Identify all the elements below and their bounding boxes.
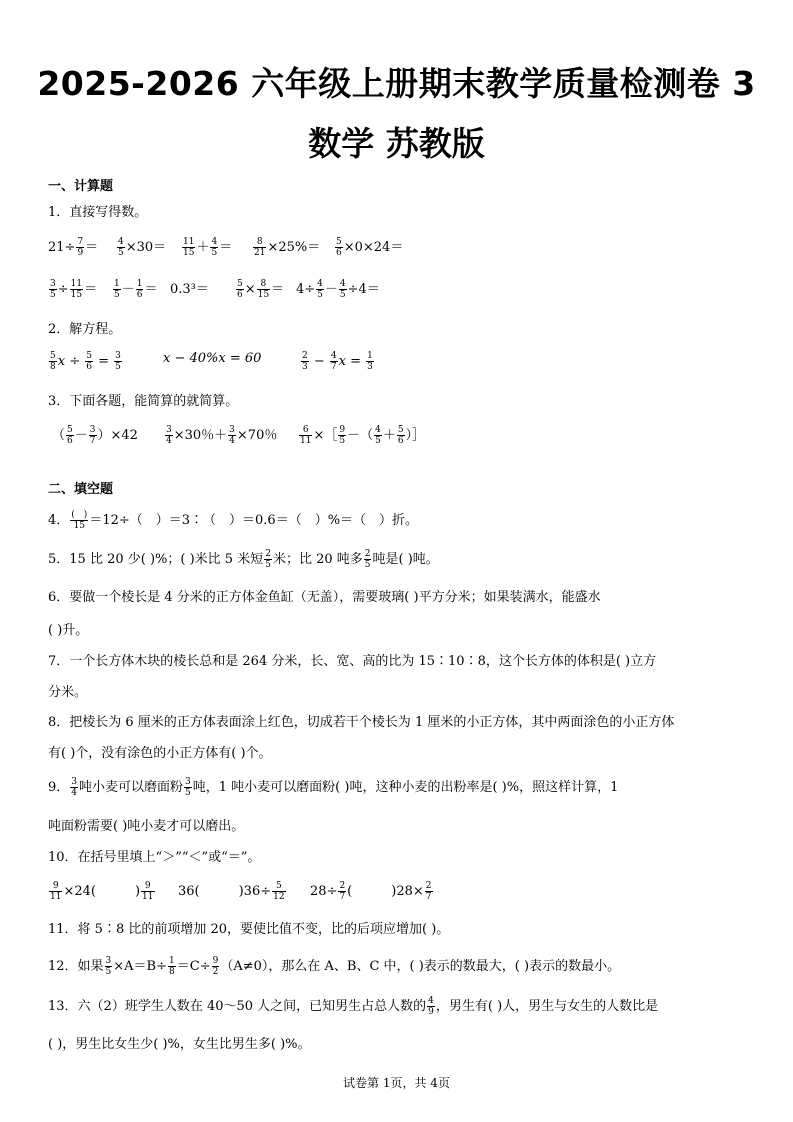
q10-compare-2: 36( )36÷ $\frac{5}{12}$ bbox=[178, 881, 285, 902]
q1-expr-10: 4÷ $\frac{4}{5}$ － $\frac{4}{5}$ ÷4＝ bbox=[296, 279, 380, 300]
q2-equation-2: x − 40%x = 60 bbox=[163, 351, 262, 366]
question-2-label: 2．解方程。 bbox=[48, 322, 122, 337]
question-6-line-2: ( )升。 bbox=[48, 623, 89, 638]
q13-text-b: ，男生有( )人，男生与女生的人数比是 bbox=[435, 999, 659, 1014]
question-3-label: 3．下面各题，能简算的就简算。 bbox=[48, 394, 239, 409]
question-13-line-1: 13．六（2）班学生人数在 40～50 人之间，已知男生占总人数的 $\frac{4}{9}$ ，男生有( )人，男生与女生的人数比是 bbox=[48, 996, 659, 1017]
question-13-line-2: ( )，男生比女生少( )%，女生比男生多( )%。 bbox=[48, 1037, 311, 1052]
question-11: 11．将 5∶8 比的前项增加 20，要使比值不变，比的后项应增加( )。 bbox=[48, 922, 450, 937]
q5-text-c: 吨是( )吨。 bbox=[372, 552, 439, 567]
question-7-line-2: 分米。 bbox=[48, 685, 88, 700]
question-7-line-1: 7．一个长方体木块的棱长总和是 264 分米，长、宽、高的比为 15∶10∶8，这个长方体的体积是( )立方 bbox=[48, 654, 657, 669]
q5-text-b: 米；比 20 吨多 bbox=[272, 552, 363, 567]
q12-text-d: （A≠0），那么在 A、B、C 中，( )表示的数最大，( )表示的数最小。 bbox=[220, 959, 621, 974]
q9-text-a: 9． bbox=[48, 780, 70, 795]
q1-expr-2: $\frac{4}{5}$ ×30＝ bbox=[118, 237, 167, 258]
q1-expr-1: 21÷ $\frac{7}{9}$ ＝ bbox=[48, 237, 99, 258]
question-12: 12．如果 $\frac{3}{5}$ ×A＝B÷ $\frac{1}{8}$ ＝C÷ $\frac{9}{2}$ （A≠0），那么在 A、B、C 中，( )表示的数最大，( )表示的数最小。 bbox=[48, 956, 621, 977]
q3-expr-3: $\frac{6}{11}$ ×［ $\frac{9}{5}$ －（ $\frac{4}{5}$ ＋ $\frac{5}{6}$ ）］ bbox=[300, 425, 426, 446]
question-8-line-1: 8．把棱长为 6 厘米的正方体表面涂上红色，切成若干个棱长为 1 厘米的小正方体，其中两面涂色的小正方体 bbox=[48, 715, 675, 730]
question-4: 4． $\frac{( )}{15}$ ＝12÷（ ）＝3∶（ ）＝0.6＝（ ）%＝（ ）折。 bbox=[48, 510, 419, 531]
q12-text-c: ＝C÷ bbox=[176, 959, 211, 974]
question-6-line-1: 6．要做一个棱长是 4 分米的正方体金鱼缸（无盖），需要玻璃( )平方分米；如果装满水，能盛水 bbox=[48, 590, 601, 605]
q9-text-c: 吨，1 吨小麦可以磨面粉( )吨，这种小麦的出粉率是( )%，照这样计算，1 bbox=[192, 780, 619, 795]
q10-compare-3: 28÷ $\frac{2}{7}$ ( )28× $\frac{2}{7}$ bbox=[310, 881, 432, 902]
q10-compare-1: $\frac{9}{11}$ ×24( ) $\frac{9}{11}$ bbox=[50, 881, 154, 902]
q1-expr-8: 0.3³＝ bbox=[170, 282, 209, 297]
question-5: 5．15 比 20 少( )%；( )米比 5 米短 $\frac{2}{5}$ 米；比 20 吨多 $\frac{2}{5}$ 吨是( )吨。 bbox=[48, 549, 439, 570]
q12-text-a: 12．如果 bbox=[48, 959, 104, 974]
section-heading-calculation: 一、计算题 bbox=[48, 179, 114, 194]
q1-expr-3: $\frac{11}{15}$ ＋ $\frac{4}{5}$ ＝ bbox=[183, 237, 233, 258]
question-9-line-2: 吨面粉需要( )吨小麦才可以磨出。 bbox=[48, 819, 245, 834]
exam-title: 2025-2026 六年级上册期末教学质量检测卷 3 bbox=[37, 64, 756, 103]
q3-expr-1: （ $\frac{5}{6}$ － $\frac{3}{7}$ ）×42 bbox=[52, 425, 138, 446]
question-9-line-1: 9． $\frac{3}{4}$ 吨小麦可以磨面粉 $\frac{3}{5}$ 吨，1 吨小麦可以磨面粉( )吨，这种小麦的出粉率是( )%，照这样计算，1 bbox=[48, 777, 619, 798]
question-8-line-2: 有( )个，没有涂色的小正方体有( )个。 bbox=[48, 746, 272, 761]
q1-expr-5: $\frac{5}{6}$ ×0×24＝ bbox=[336, 237, 404, 258]
q1-expr-6: $\frac{3}{5}$ ÷ $\frac{11}{15}$ ＝ bbox=[50, 279, 98, 300]
question-10-label: 10．在括号里填上“＞”“＜”或“＝”。 bbox=[48, 850, 261, 865]
q9-text-b: 吨小麦可以磨面粉 bbox=[79, 780, 184, 795]
q13-text-a: 13．六（2）班学生人数在 40～50 人之间，已知男生占总人数的 bbox=[48, 999, 427, 1014]
q1-expr-4: $\frac{8}{21}$ ×25%＝ bbox=[254, 237, 321, 258]
page-footer: 试卷第 1页，共 4页 bbox=[343, 1076, 450, 1090]
question-1-label: 1．直接写得数。 bbox=[48, 205, 148, 220]
q2-equation-1: $\frac{5}{8}$ x ÷ $\frac{5}{6}$ = $\frac{3}{5}$ bbox=[50, 351, 121, 372]
exam-subtitle: 数学 苏教版 bbox=[308, 124, 485, 163]
q2-equation-3: $\frac{2}{3}$ − $\frac{4}{7}$ x = $\frac{1}{3}$ bbox=[302, 351, 373, 372]
q3-expr-2: $\frac{3}{4}$ ×30％＋ $\frac{3}{4}$ ×70％ bbox=[166, 425, 278, 446]
q12-text-b: ×A＝B÷ bbox=[113, 959, 168, 974]
section-heading-fill-blanks: 二、填空题 bbox=[48, 482, 114, 497]
q1-expr-9: $\frac{5}{6}$ × $\frac{8}{15}$ ＝ bbox=[237, 279, 285, 300]
q5-text-a: 5．15 比 20 少( )%；( )米比 5 米短 bbox=[48, 552, 264, 567]
q1-expr-7: $\frac{1}{5}$ － $\frac{1}{6}$ ＝ bbox=[114, 279, 158, 300]
